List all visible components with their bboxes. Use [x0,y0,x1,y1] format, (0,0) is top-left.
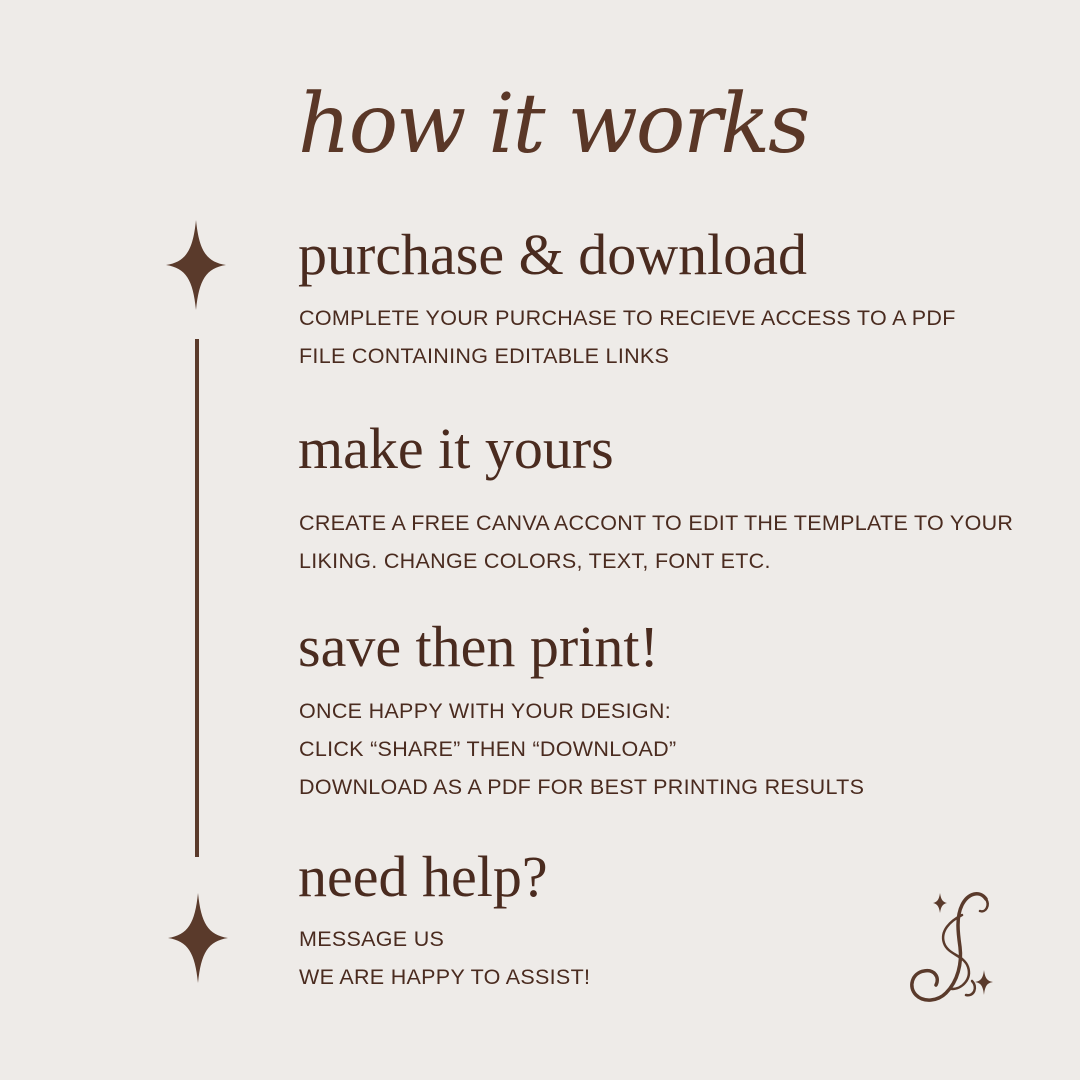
step-heading: make it yours [298,416,614,481]
description-line: FILE CONTAINING EDITABLE LINKS [299,344,670,368]
description-line: ONCE HAPPY WITH YOUR DESIGN: [299,699,671,723]
step-description [299,299,956,375]
page-title: how it works [298,77,809,172]
step-heading: save then print! [298,614,659,679]
step-description [299,504,1013,580]
monogram-logo [900,885,1000,1010]
description-line: CLICK “SHARE” THEN “DOWNLOAD” [299,737,677,761]
sparkle-icon [168,893,228,983]
timeline-line [195,339,199,857]
description-line: MESSAGE US [299,927,445,951]
description-line: COMPLETE YOUR PURCHASE TO RECIEVE ACCESS TO A PDF [299,306,956,330]
step-heading: purchase & download [298,222,807,287]
description-line: DOWNLOAD AS A PDF FOR BEST PRINTING RESULTS [299,775,865,799]
step-heading: need help? [298,844,548,909]
sparkle-icon [166,220,226,310]
description-line: CREATE A FREE CANVA ACCONT TO EDIT THE TEMPLATE TO YOUR [299,511,1014,535]
description-line: LIKING. CHANGE COLORS, TEXT, FONT ETC. [299,549,771,573]
description-line: WE ARE HAPPY TO ASSIST! [299,965,591,989]
step-description [299,692,864,806]
step-description [299,920,590,996]
